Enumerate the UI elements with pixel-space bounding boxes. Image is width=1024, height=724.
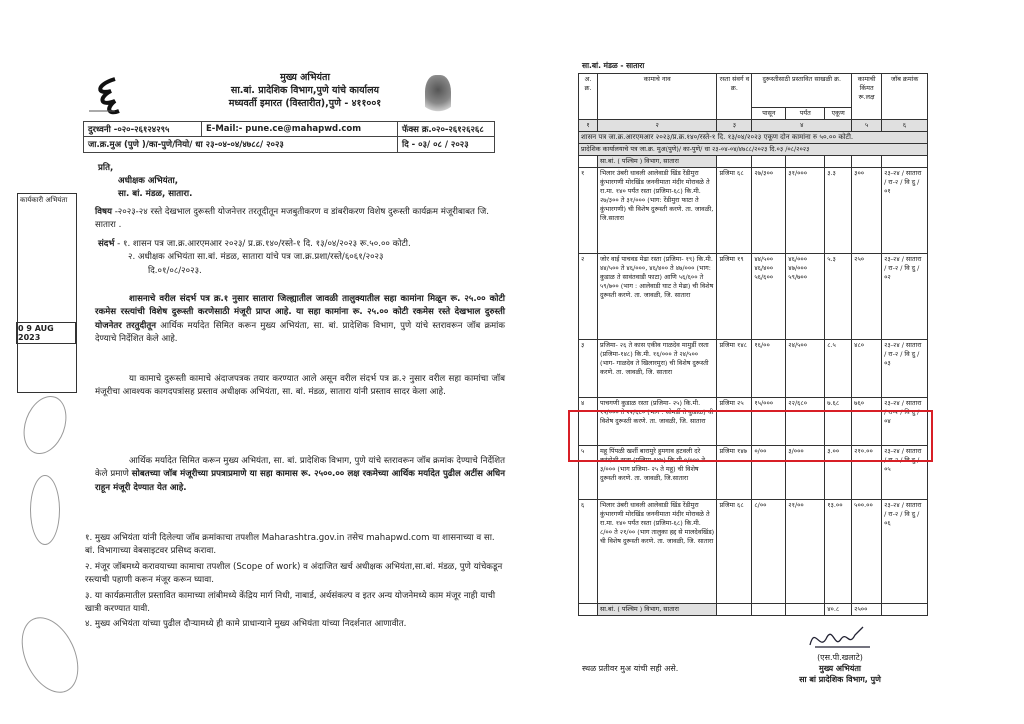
cell-to: ३१/००० — [786, 168, 825, 254]
cell-name: भिलार उंबरी धावली आलेवाडी खिंड रेंडीमुरा कुंभारगणी मोरखिंड जननीमाता मंदीर मोरावळे ते रा.मा. १४० पर्यंत रस्ता (प्रजिमा-६८) कि.मी. २७/३०० ते ३१/००० (भाग: रेंडीमुरा फाटा ते कुंभारगणी) ची विशेष दुरूस्ती करणे. ता. जावळी, जि.सातारा — [597, 168, 717, 254]
total-length: ४०.८ — [825, 604, 852, 616]
col-number: ३ — [717, 120, 752, 132]
header-sr: अ. क्र. — [579, 74, 598, 120]
reference-1: - १. शासन पत्र जा.क्र.आरएमआर २०२३/ प्र.क्र.१४०/रस्ते-१ दि. १३/०४/२०२३ रू.५०.०० कोटी. — [117, 239, 411, 249]
subject-label: विषय — [95, 207, 112, 217]
cell-cost: २५० — [852, 254, 882, 340]
total-cost: २५०० — [852, 604, 882, 616]
cell-sr: ४ — [579, 398, 598, 446]
col-number: २ — [597, 120, 717, 132]
office-title: मुख्य अभियंता — [280, 72, 330, 83]
cell-to: ३/००० — [786, 446, 825, 500]
reference-2-date: दि.०१/०८/२०२३. — [148, 265, 202, 276]
paragraph-2: या कामाचे दुरूस्ती कामाचे अंदाजपत्रक तयार करण्यात आले असून वरील संदर्भ पत्र क्र.२ नुसार वरील सहा कामांचा जॉब मंजूरीचा आवश्यक कागदपत्रांसह प्रस्ताव अधीक्षक अभियंता, सा. बां. मंडळ, सातारा यांनी प्रस्ताव सादर केला आहे. — [95, 374, 505, 398]
references — [98, 238, 508, 278]
cell-from: ४४/५०० ४६/४०० ५६/६०० — [752, 254, 786, 340]
cell-total: १३.०० — [825, 500, 852, 604]
fax: फॅक्स क्र.०२०-२६१२६२६८ — [402, 124, 484, 135]
stamp-title: कार्यकारी अभियंता — [20, 196, 68, 204]
col-number: ५ — [852, 120, 882, 132]
cell-total: ३.३ — [825, 168, 852, 254]
cell-name: जोर वाई पाचवड मेढा रस्ता (प्रजिमा- १९) कि.मी. ४४/५०० ते ४६/०००, ४६/४०० ते ४७/००० (भाग: कुडाळ ते सावंतवाडी फाटा) आणि ५६/६०० ते ५९/७०० (भाग : आलेवाडी घाट ते मेढा) ची विशेष दुरूस्ती करणे. ता. जावळी, जि. सातारा — [597, 254, 717, 340]
col-number: १ — [579, 120, 598, 132]
recipient: अधीक्षक अभियंता, — [118, 176, 179, 186]
cell-job: २३-२४ / सातारा / रा-२ / वि दु / ०६ — [882, 500, 928, 604]
cell-road: प्रजिमा ६८ — [717, 500, 752, 604]
condition-item: ४. मुख्य अभियंता यांच्या पुढील दौऱ्यामध्ये ही कामे प्राधान्याने मुख्य अभियंता यांच्या निदर्शनात आणावीत. — [85, 619, 407, 630]
signatory — [785, 652, 895, 685]
cell-from: १५/००० — [752, 398, 786, 446]
handwritten-note — [30, 475, 60, 545]
cell-job: २३-२४ / सातारा / रा-२ / वि दु / ०५ — [882, 446, 928, 500]
reference-number: जा.क्र.मुअ (पुणे )/का-पुणे/नियो/ धा २३-०४-०४/४७८८/ २०२३ — [84, 137, 398, 152]
header-name: कामाचे नाव — [597, 74, 717, 120]
cell-road: प्रजिमा २५ — [717, 398, 752, 446]
annexure-page — [560, 55, 1015, 705]
header-chainage: दुरूस्तीसाठी प्रस्तावित साखळी क्र. — [752, 74, 852, 108]
division-row: सा.बां. ( पश्चिम ) विभाग, सातारा — [597, 156, 717, 168]
contact-box — [83, 121, 495, 153]
cell-job: २३-२४ / सातारा / रा-२ / वि दु / ०४ — [882, 398, 928, 446]
cell-from: १६/०० — [752, 340, 786, 398]
table-row — [579, 168, 928, 254]
cell-total: ५.३ — [825, 254, 852, 340]
cell-road: प्रजिमा १४८ — [717, 340, 752, 398]
cell-to: २२/६८० — [786, 398, 825, 446]
paragraph-3-text: आर्थिक मर्यादेत सिमित करून मुख्य अभियंता, सा. बां. प्रादेशिक विभाग, पुणे यांचे स्तरावरून जॉब क्रमांक देण्याचे निर्देशित केले प्रमाणे — [95, 456, 505, 480]
cell-cost: ३०० — [852, 168, 882, 254]
cell-road: प्रजिमा १४७ — [717, 446, 752, 500]
signatory-title: मुख्य अभियंता — [819, 664, 861, 673]
cell-to: ४६/००० ४७/००० ५९/७०० — [786, 254, 825, 340]
signatory-office: सा बां प्रादेशिक विभाग, पुणे — [799, 675, 881, 684]
office-name: सा.बां. प्रादेशिक विभाग,पुणे यांचे कार्यालय — [230, 85, 380, 96]
cell-sr: ६ — [579, 500, 598, 604]
stamp-date: 0 9 AUG 2023 — [16, 322, 76, 344]
cell-total: ३.०० — [825, 446, 852, 500]
cell-cost: ५००.०० — [852, 500, 882, 604]
header-total: एकूण — [825, 108, 852, 120]
phone: दुरध्वनी -०२०-२६१२४२९५ — [84, 122, 202, 136]
cell-sr: १ — [579, 168, 598, 254]
pwd-logo-icon — [85, 77, 129, 117]
job-approval-table — [578, 73, 928, 616]
cell-sr: ५ — [579, 446, 598, 500]
signatory-name: (एस.पी.खलाटे) — [817, 653, 863, 662]
header-to: पर्यंत — [786, 108, 825, 120]
reference-label: संदर्भ — [98, 239, 115, 249]
regional-order-row: प्रादेशिक कार्यालयाचे पत्र जा.क्र. मुअ(पुणे)/ का-पुणे/ धा २३-०४-०४/४७८८/२०२३ दि.०३ /०८/२०२३ — [579, 144, 928, 156]
cell-to: २१/०० — [786, 500, 825, 604]
cell-job: २३-२४ / सातारा / रा-२ / वि दु / ०१ — [882, 168, 928, 254]
table-row — [579, 340, 928, 398]
condition-item: ३. या कार्यक्रमातील प्रस्तावित कामाच्या लांबीमध्ये केंद्रिय मार्ग निधी, नाबार्ड, अर्थसंकल्प व इतर अन्य योजनेमध्ये काम मंजूर नाही याची खात्री करण्यात यावी. — [85, 590, 496, 615]
paragraph-1-bold: शासनाचे वरील संदर्भ पत्र क्र.१ नुसार सातारा जिल्ह्यातील जावळी तालुक्यातील सहा कामांना मिळून रू. २५.०० कोटी रकमेस रस्त्यांची विशेष दुरूस्ती करणेसाठी मंजूरी प्राप्त आहे. या सहा कामांना रू. २५.०० कोटी रकमेस रस्ते देखभाल दुरुस्ती योजनेतर तरतुदीतून — [95, 294, 505, 331]
cell-to: २४/५०० — [786, 340, 825, 398]
government-order-row: शासन पत्र जा.क्र.आरएमआर २०२३/प्र.क्र.१४०/रस्ते-१ दि. १३/०४/२०२३ एकूण दोन कामांना रु ५०.०० कोटी. — [579, 132, 928, 144]
paragraph-3 — [95, 455, 505, 495]
header-job: जॉब क्रमांक — [882, 74, 928, 120]
circle-name: सा.बां. मंडळ - सातारा — [582, 61, 645, 70]
column-number-row — [579, 120, 928, 132]
reference-2: २. अधीक्षक अभियंता सा.बां. मंडळ, सातारा यांचे पत्र जा.क्र.प्रशा/रस्ते/६०६१/२०२३ — [128, 252, 384, 263]
to-label: प्रति, — [98, 163, 114, 173]
cell-cost: २१०.०० — [852, 446, 882, 500]
cell-name: पाचगणी कुडाळ रस्ता (प्रजिमा- २५) कि.मी. १५/००० ते २२/६८० (भाग : सोमर्डी ते कुडाळ) ची विशेष दुरूस्ती करणे. ता. जावळी, जि. सातारा — [597, 398, 717, 446]
col-number: ४ — [752, 120, 852, 132]
cell-from: ०/०० — [752, 446, 786, 500]
cell-road: प्रजिमा ६८ — [717, 168, 752, 254]
letter-page — [15, 55, 525, 705]
cell-job: २३-२४ / सातारा / रा-२ / वि दु / ०३ — [882, 340, 928, 398]
header-cost: कामाची किंमत रू.लक्ष — [852, 74, 882, 120]
cell-name: महू पिंपळी खर्शी बारामुरे हुमगाव हटवली दरे करंदोशी रस्ता (प्रजिमा-१४७) कि.मी.०/००० ते ३/००० (भाग प्रजिमा- २५ ते महू) ची विशेष दुरूस्ती करणे. ता. जावळी, जि.सातारा — [597, 446, 717, 500]
cell-cost: ७६० — [852, 398, 882, 446]
total-label: सा.बां. ( पश्चिम ) विभाग, सातारा — [597, 604, 717, 616]
cell-name: प्रजिमा- २६ ते कास एकीव गाळदेव मामुर्डी रस्ता (प्रजिमा-१४८) कि.मी. १६/००० ते २४/५०० (भाग- गाळदेव ते खिलारमुरा) ची विशेष दुरूस्ती करणे. ता. जावळी, जि. सातारा — [597, 340, 717, 398]
cell-total: ८.५ — [825, 340, 852, 398]
subject-text: -२०२३-२४ रस्ते देखभाल दुरूस्ती योजनेत्तर तरतूदीतून मजबुतीकरण व डांबरीकरण विशेष दुरूस्ती कार्यक्रम मंजूरीबाबत जि. सातारा . — [95, 207, 490, 231]
handwritten-signature — [10, 608, 89, 702]
cell-from: २७/३०० — [752, 168, 786, 254]
condition-item: २. मंजूर जॉबमध्ये करावयाच्या कामाचा तपशील (Scope of work) व अंदाजित खर्च अधीक्षक अभियंता,सा.बां. मंडळ, पुणे यांचेकडून रस्त्याची पहाणी करून मंजूर करून घ्यावा. — [85, 561, 503, 586]
paragraph-1-rest: आर्थिक मर्यादेत सिमित करून मुख्य अभियंता, सा. बां. प्रादेशिक विभाग, पुणे यांचे स्तरावरून जॉब क्रमांक देण्याचे निर्देशित केले आहे. — [95, 320, 506, 345]
condition-item: १. मुख्य अभियंता यांनी दिलेल्या जॉब क्रमांकाचा तपशील Maharashtra.gov.in तसेच mahapwd.com या शासनाच्या व सा. बां. विभागाच्या वेबसाइटवर प्रसिध्द करावा. — [85, 533, 495, 557]
highlight-box — [568, 410, 933, 462]
signature-icon — [805, 623, 875, 653]
header-from: पासून — [752, 108, 786, 120]
table-row — [579, 500, 928, 604]
recipient-office: सा. बां. मंडळ, सातारा. — [118, 189, 193, 199]
signature-note: स्थळ प्रतीवर मुअ यांची सही असे. — [582, 664, 679, 673]
cell-job: २३-२४ / सातारा / रा-२ / वि दु / ०२ — [882, 254, 928, 340]
letterhead — [135, 71, 475, 110]
cell-name: भिलार उंबरी धावली आलेवाडी खिंड रेंडीमुरा कुंभारगणी मोरखिंड जननीमाता मंदीर मोरावळे ते रा.मा. १४० पर्यंत रस्ता (प्रजिमा-६८) कि.मी. ८/०० ते २१/०० (भाग तालुका हद्द से मालदेवखिंड) ची विशेष दुरूस्ती करणे. ता. जावळी, जि. सातारा — [597, 500, 717, 604]
table-row — [579, 254, 928, 340]
email: E-Mail:- pune.ce@mahapwd.com — [202, 122, 398, 136]
paragraph-1 — [95, 293, 505, 347]
letter-date: दि - ०३/ ०८ / २०२३ — [402, 140, 469, 150]
header-road: रस्ता संवर्ग व क्र. — [717, 74, 752, 120]
subject — [95, 206, 500, 233]
office-address: मध्यवर्ती इमारत (विस्तारीत),पुणे - ४११००१ — [228, 98, 382, 109]
cell-sr: ३ — [579, 340, 598, 398]
cell-total: ७.६८ — [825, 398, 852, 446]
received-stamp — [17, 193, 77, 393]
cell-sr: २ — [579, 254, 598, 340]
col-number: ६ — [882, 120, 928, 132]
cell-from: ८/०० — [752, 500, 786, 604]
conditions-list — [85, 532, 505, 632]
cell-cost: ४८० — [852, 340, 882, 398]
handwritten-note — [16, 390, 74, 460]
cell-road: प्रजिमा १९ — [717, 254, 752, 340]
paragraph-3-bold: सोबतच्या जॉब मंजूरीच्या प्रपत्राप्रमाणे या सहा कामास रू. २५००.०० लक्ष रकमेच्या आर्थिक मर्यादेत पुढील अटींस अधिन राहून मंजूरी देण्यात येत आहे. — [95, 469, 505, 493]
